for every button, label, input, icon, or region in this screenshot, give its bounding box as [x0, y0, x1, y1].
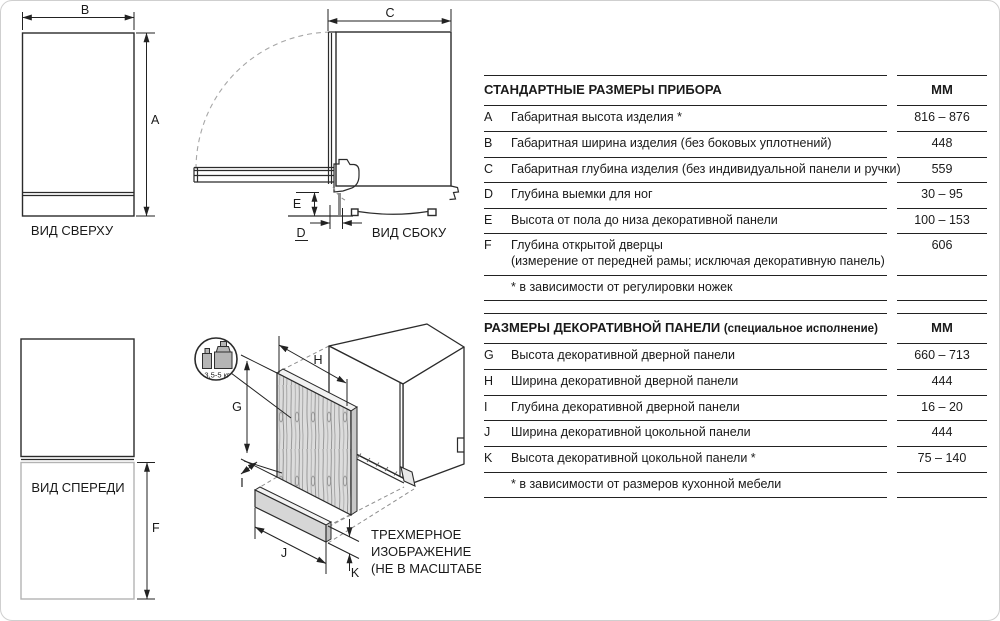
- table-row: [484, 369, 987, 395]
- table-row: [484, 395, 987, 421]
- dim-key: J: [484, 425, 491, 440]
- table-row: [484, 233, 987, 274]
- svg-text:ИЗОБРАЖЕНИЕ: ИЗОБРАЖЕНИЕ: [371, 544, 472, 559]
- weight-limit-text: 3,5-5 кг: [204, 370, 230, 380]
- footnote-text: * в зависимости от регулировки ножек: [511, 279, 733, 294]
- decor-panel-dimensions-table: [484, 313, 987, 498]
- table-title: РАЗМЕРЫ ДЕКОРАТИВНОЙ ПАНЕЛИ: [484, 320, 721, 335]
- table-title: СТАНДАРТНЫЕ РАЗМЕРЫ ПРИБОРА: [484, 82, 722, 97]
- table-header: [484, 313, 987, 343]
- dim-value: 444: [897, 420, 987, 446]
- dim-label: Габаритная ширина изделия (без боковых уплотнений): [511, 135, 832, 150]
- dim-key: H: [484, 374, 494, 388]
- footnote-text: * в зависимости от размеров кухонной мебели: [511, 476, 782, 491]
- dim-label-j: J: [280, 546, 288, 560]
- dim-label-d: D: [296, 226, 306, 240]
- table-footnote: [484, 275, 987, 301]
- dim-label-k: K: [350, 566, 360, 580]
- dim-key: F: [484, 238, 492, 253]
- table-row: [484, 157, 987, 183]
- dim-label-c: C: [385, 6, 395, 20]
- dim-key: I: [484, 399, 488, 414]
- dim-label-e: E: [292, 197, 302, 211]
- dim-label: Ширина декоративной цокольной панели: [511, 425, 751, 440]
- dim-value: 444: [897, 369, 987, 395]
- dim-label-a: A: [151, 113, 160, 127]
- table-title-suffix: (специальное исполнение): [723, 323, 878, 335]
- dim-key: C: [484, 161, 494, 176]
- dim-label: Высота декоративной дверной панели: [511, 348, 735, 363]
- table-row: [484, 420, 987, 446]
- dim-label: Габаритная глубина изделия (без индивидуальной панели и ручки): [511, 161, 901, 176]
- closed-door-edge: [329, 32, 337, 184]
- iso-view-caption: [371, 527, 481, 576]
- dim-key: G: [484, 348, 494, 363]
- dim-label-b: B: [80, 3, 90, 17]
- dim-key: D: [484, 187, 494, 202]
- side-view-caption: ВИД СБОКУ: [371, 225, 447, 240]
- appliance-top-outline: [23, 33, 135, 216]
- top-view-caption: ВИД СВЕРХУ: [30, 223, 114, 238]
- unit-header: ММ: [897, 313, 987, 343]
- dim-key: A: [484, 110, 493, 125]
- front-view-drawing: [21, 339, 160, 599]
- rear-bracket: [450, 186, 459, 200]
- door-swing-arc: [196, 32, 333, 169]
- dim-key: E: [484, 212, 493, 227]
- dim-value: 100 – 153: [897, 208, 987, 234]
- dim-label: Глубина выемки для ног: [511, 187, 653, 202]
- dim-value: 816 – 876: [897, 105, 987, 131]
- dim-value: 16 – 20: [897, 395, 987, 421]
- iso-view-drawing: [195, 324, 481, 580]
- table-bottom-rule: [484, 497, 987, 498]
- table-footnote: [484, 472, 987, 498]
- dim-label-f: F: [152, 521, 160, 535]
- table-bottom-rule: [484, 300, 987, 301]
- dim-label-h: H: [313, 353, 323, 367]
- table-header: [484, 75, 987, 105]
- dim-value: 448: [897, 131, 987, 157]
- dim-value: 606: [897, 233, 987, 274]
- technical-drawings: [1, 1, 481, 621]
- svg-text:(НЕ В МАСШТАБЕ): (НЕ В МАСШТАБЕ): [371, 561, 481, 576]
- dim-label: Глубина открытой дверцы: [511, 238, 663, 253]
- standard-dimensions-table: [484, 75, 987, 301]
- dim-value: 75 – 140: [897, 446, 987, 472]
- dim-label: Ширина декоративной дверной панели: [511, 374, 739, 388]
- unit-header: ММ: [897, 75, 987, 105]
- dim-label-g: G: [232, 400, 242, 414]
- table-row: [484, 182, 987, 208]
- dim-label-i: I: [240, 476, 244, 490]
- top-view-drawing: [23, 3, 161, 238]
- side-view-drawing: [194, 6, 459, 241]
- table-row: [484, 446, 987, 472]
- dim-value: 660 – 713: [897, 343, 987, 369]
- table-row: [484, 208, 987, 234]
- dim-key: B: [484, 135, 493, 150]
- table-row: [484, 105, 987, 131]
- dim-key: K: [484, 450, 493, 465]
- open-door-slab: [194, 168, 334, 183]
- appliance-front-outline: [21, 339, 134, 457]
- table-row: [484, 131, 987, 157]
- dim-label: Габаритная высота изделия *: [511, 110, 682, 125]
- svg-text:ТРЕХМЕРНОЕ: ТРЕХМЕРНОЕ: [371, 527, 462, 542]
- front-view-caption: ВИД СПЕРЕДИ: [31, 480, 125, 495]
- appliance-side-outline: [336, 32, 451, 186]
- dim-value: 559: [897, 157, 987, 183]
- dim-value: 30 – 95: [897, 182, 987, 208]
- dim-label-line2: (измерение от передней рамы; исключая декоративную панель): [511, 254, 885, 268]
- dim-label: Глубина декоративной дверной панели: [511, 399, 740, 414]
- table-row: [484, 343, 987, 369]
- dim-label: Высота декоративной цокольной панели *: [511, 450, 756, 465]
- dim-label: Высота от пола до низа декоративной панели: [511, 212, 778, 227]
